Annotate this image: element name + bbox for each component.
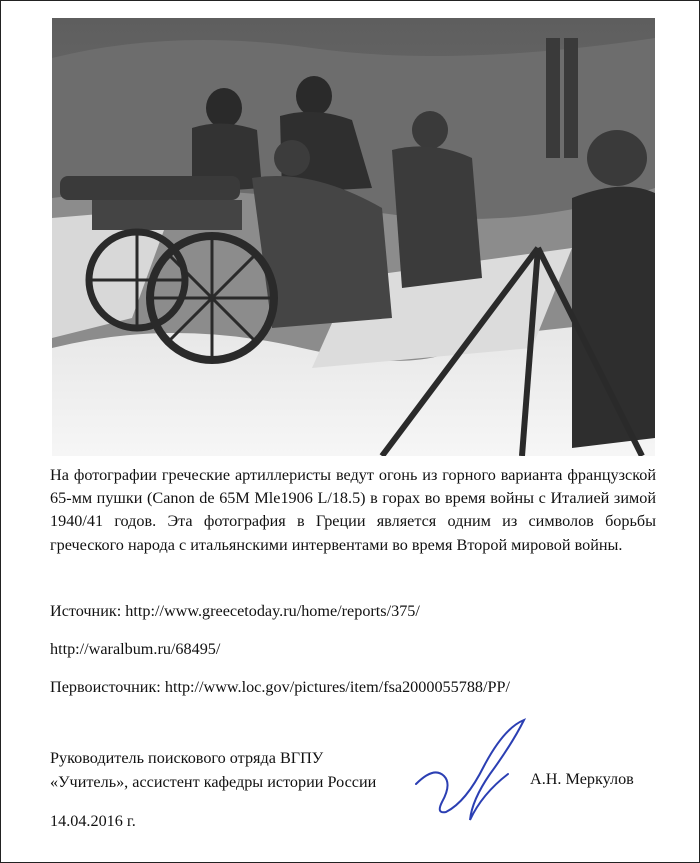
source-link-waralbum[interactable]: http://waralbum.ru/68495/ [50,640,221,658]
photo-caption: На фотографии греческие артиллеристы ведут огонь из горного варианта французской 65-мм пушки (Canon de 65M Mle1906 L/18.5) в горах во время войны с Италией зимой 1940/41 годов. Эта фотография в Греции является одним из символов борьбы греческого народа с итальянскими интервентами во время Второй мировой войны. [50,466,656,554]
author-role [50,746,376,794]
artillery-photo [52,18,655,456]
author-role-line-2: «Учитель», ассистент кафедры истории России [50,773,377,791]
author-role-line-1: Руководитель поискового отряда ВГПУ [50,749,324,767]
source-link-loc[interactable]: Первоисточник: http://www.loc.gov/pictures/item/fsa2000055788/PP/ [50,678,511,696]
source-link-greecetoday[interactable]: Источник: http://www.greecetoday.ru/home/reports/375/ [50,602,420,620]
author-name: А.Н. Меркулов [530,770,634,788]
handwritten-signature [412,714,532,824]
document-date: 14.04.2016 г. [50,812,136,830]
